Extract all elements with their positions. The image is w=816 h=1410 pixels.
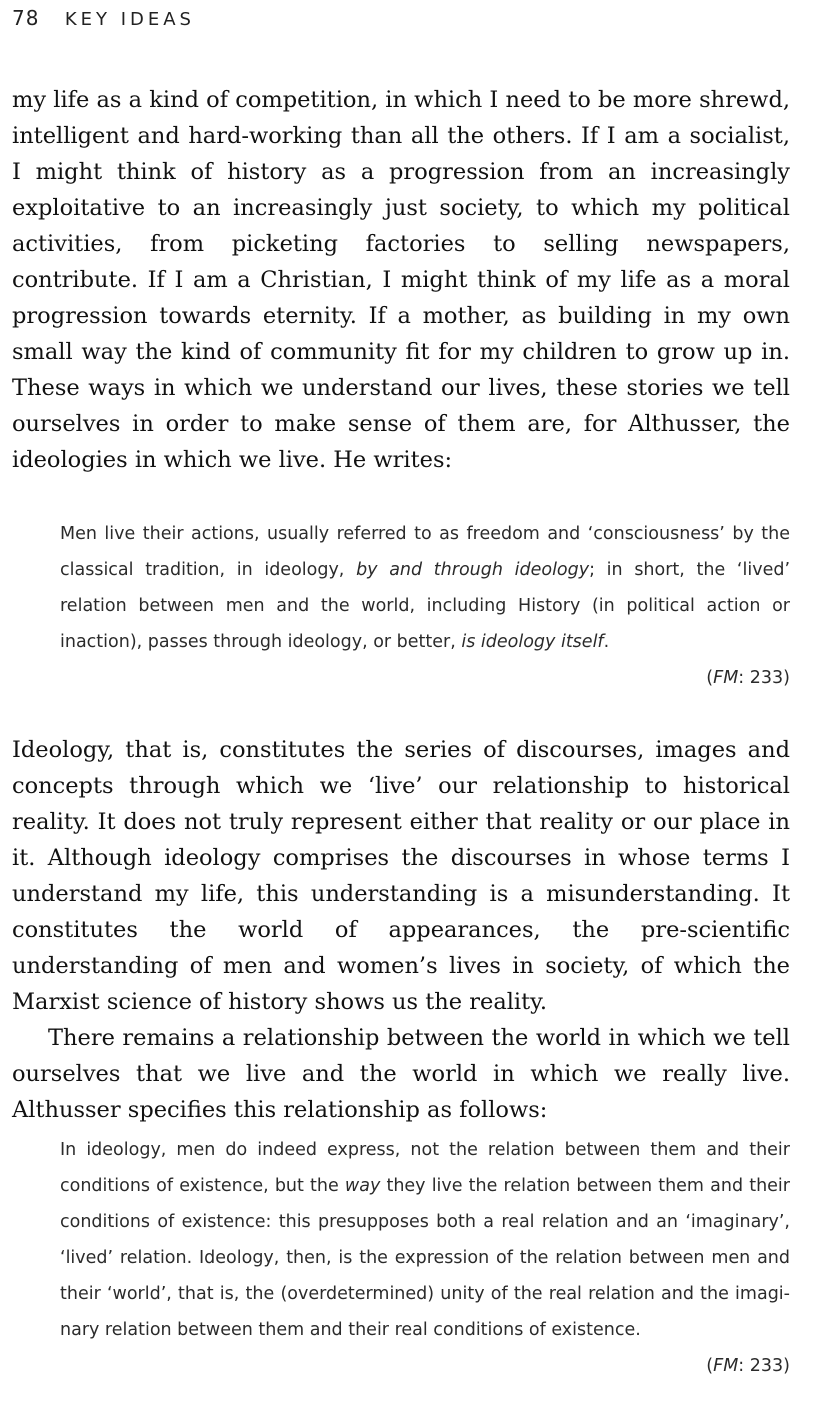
paragraph-text: There remains a relationship between the world in which we tell ourselves that we live and the world in which we really live. Althusser specifies this relationship as follows: (12, 1025, 790, 1123)
running-title: KEY IDEAS (64, 9, 195, 30)
quote-text: Men live their actions, usually referred to as freedom and ‘consciousness’ by the classical tradition, in ideology, by and through ideology; in short, the ‘lived’ relation between men and the world, including History (in political action or inaction), passes through ideology, or better, is ideology itself. (60, 524, 791, 652)
block-quote-2 (60, 1132, 790, 1384)
paragraph-text: Ideology, that is, constitutes the series of discourses, images and concepts through which we ‘live’ our relationship to historical reality. It does not truly represent either that reality or our place in it. Although ideology comprises the discourses in whose terms I understand my life, this understanding is a misunderstanding. It constitutes the world of appearances, the pre-scientific understanding of men and women’s lives in society, of which the Marxist science of history shows us the reality. (12, 737, 790, 1015)
block-quote-1 (60, 516, 790, 696)
page-number: 78 (12, 6, 40, 30)
running-header (12, 6, 195, 30)
paragraph-text: my life as a kind of competition, in which I need to be more shrewd, intelligent and hard-working than all the others. If I am a socialist, I might think of history as a progression from an increasingly exploitative to an increasingly just society, to which my political activities, from picketing factories to selling newspapers, contribute. If I am a Christian, I might think of my life as a moral progression towards eternity. If a mother, as building in my own small way the kind of community fit for my children to grow up in. These ways in which we understand our lives, these stories we tell ourselves in order to make sense of them are, for Althusser, the ideologies in which we live. He writes: (12, 87, 790, 473)
body-paragraph-1 (12, 82, 790, 478)
quote-citation: (FM: 233) (706, 1356, 790, 1376)
body-paragraph-2 (12, 732, 790, 1128)
quote-text: In ideology, men do indeed express, not the relation between them and their conditions of existence, but the way they live the relation between them and their conditions of existence: this presupposes both a real relation and an ‘imaginary’, ‘lived’ relation. Ideology, then, is the expression of the relation between men and their ‘world’, that is, the (overdetermined) unity of the real relation and the imaginary relation between them and their real conditions of existence. (60, 1140, 790, 1340)
quote-citation: (FM: 233) (706, 668, 790, 688)
